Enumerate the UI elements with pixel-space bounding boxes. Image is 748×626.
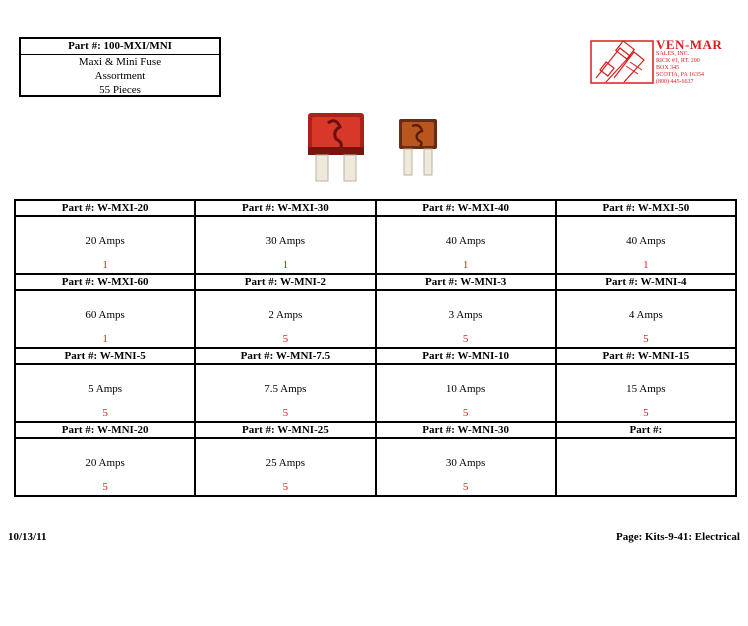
amperage: 30 Amps [265,235,306,247]
part-number: Part #: W-MXI-60 [16,275,194,291]
logo-line: RICK #1, RT. 200 [656,58,700,64]
part-cell [15,348,195,422]
quantity: 5 [282,407,289,419]
quantity: 1 [102,259,108,271]
logo-line: (800) 445-6637 [656,79,694,85]
logo-name: VEN-MAR [656,37,723,52]
part-number: Part #: W-MNI-15 [557,349,735,365]
table-row [15,200,736,274]
part-number: Part #: W-MXI-30 [196,201,374,217]
logo-emblem-icon [590,40,654,84]
logo-line: SALES, INC. [656,51,690,57]
quantity: 5 [462,407,469,419]
parts-table [14,199,737,497]
part-cell [556,274,736,348]
quantity: 5 [462,481,469,493]
kit-description-line-1: Maxi & Mini Fuse [78,56,162,68]
quantity: 1 [102,333,108,345]
quantity: 5 [462,333,469,345]
part-number: Part #: W-MNI-10 [377,349,555,365]
footer-date: 10/13/11 [8,531,47,543]
part-number: Part #: [557,423,735,439]
part-cell [195,200,375,274]
quantity: 1 [462,259,469,271]
table-row [15,422,736,496]
mini-fuse-image [398,119,438,177]
amperage: 30 Amps [445,457,486,469]
part-number: Part #: W-MNI-20 [16,423,194,439]
amperage: 10 Amps [445,383,486,395]
kit-header-box [19,37,221,97]
quantity: 1 [282,259,289,271]
part-number: Part #: W-MNI-5 [16,349,194,365]
quantity: 5 [102,481,108,493]
table-row [15,274,736,348]
amperage: 25 Amps [265,457,306,469]
quantity: 1 [643,259,649,271]
part-cell [376,200,556,274]
part-cell [195,422,375,496]
amperage: 40 Amps [445,235,486,247]
logo-line: BOX 345 [656,65,680,71]
part-cell [195,348,375,422]
part-number: Part #: W-MXI-40 [377,201,555,217]
kit-description-line-2: Assortment [94,70,146,82]
part-number: Part #: W-MXI-50 [557,201,735,217]
part-number: Part #: W-MNI-2 [196,275,374,291]
part-cell [195,274,375,348]
part-number: Part #: W-MNI-4 [557,275,735,291]
part-cell [15,422,195,496]
part-number: Part #: W-MXI-20 [16,201,194,217]
amperage: 4 Amps [628,309,663,321]
quantity: 5 [282,481,289,493]
maxi-fuse-image [306,113,366,183]
logo-line: SCOTIA, PA 16354 [656,72,704,78]
part-cell [376,348,556,422]
kit-description-line-3: 55 Pieces [99,84,141,96]
quantity: 5 [643,407,649,419]
part-number: Part #: W-MNI-25 [196,423,374,439]
part-cell [15,200,195,274]
footer-page-label: Page: Kits-9-41: Electrical [615,531,740,543]
table-row [15,348,736,422]
part-cell [15,274,195,348]
quantity: 5 [643,333,649,345]
quantity: 5 [282,333,289,345]
ven-mar-logo [590,38,742,84]
amperage: 40 Amps [626,235,666,247]
part-cell [556,422,736,496]
amperage: 20 Amps [85,457,125,469]
part-number: Part #: W-MNI-30 [377,423,555,439]
amperage: 60 Amps [85,309,125,321]
part-cell [376,274,556,348]
part-cell [556,200,736,274]
kit-part-number: Part #: 100-MXI/MNI [21,39,219,55]
amperage: 20 Amps [85,235,125,247]
amperage: 2 Amps [268,309,303,321]
part-number: Part #: W-MNI-3 [377,275,555,291]
amperage: 3 Amps [448,309,483,321]
part-cell [556,348,736,422]
quantity: 5 [102,407,108,419]
part-cell [376,422,556,496]
part-number: Part #: W-MNI-7.5 [196,349,374,365]
amperage: 7.5 Amps [264,383,307,395]
amperage: 15 Amps [626,383,666,395]
amperage: 5 Amps [88,383,123,395]
